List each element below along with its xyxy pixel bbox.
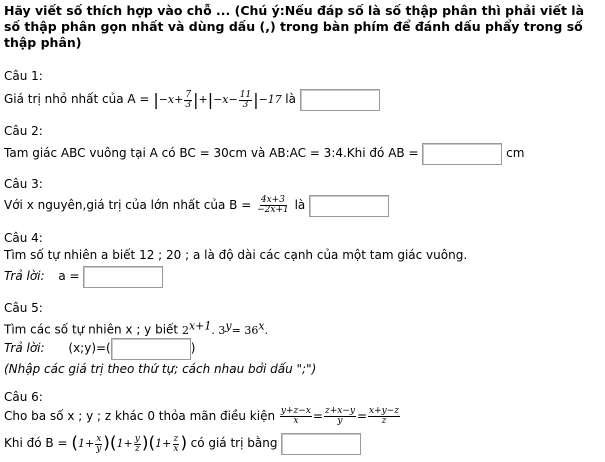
question-6-line-2 bbox=[4, 431, 361, 455]
q6-line2-prefix: Khi đó B = bbox=[4, 436, 68, 450]
q3-fraction: $\frac{4x+3}{-2x+1}$ bbox=[257, 195, 289, 215]
q6-answer-input[interactable] bbox=[281, 433, 361, 455]
q5-close-paren: ) bbox=[190, 341, 196, 355]
q4-answer-label: Trả lời: bbox=[4, 269, 45, 283]
q1-suffix: là bbox=[285, 92, 296, 106]
question-4-answer-row bbox=[4, 265, 163, 287]
question-1-title: Câu 1: bbox=[4, 69, 43, 83]
instruction-text: Hãy viết số thích hợp vào chỗ ... (Chú ý:Nếu đáp số là số thập phân thì phải viết là số thập phân gọn nhất và dùng dấu (,) trong bàn phím để đánh dấu phẩy trong số thập phân) bbox=[4, 3, 585, 50]
q5-answer-input[interactable] bbox=[111, 338, 191, 360]
question-4-title: Câu 4: bbox=[4, 231, 43, 245]
q6-suffix: có giá trị bằng bbox=[190, 436, 278, 450]
q1-answer-input[interactable] bbox=[300, 89, 380, 111]
q2-answer-input[interactable] bbox=[422, 143, 502, 165]
q6-condition: $\frac{y+z-x}{x}$ = $\frac{z+x-y}{y}$ = $\frac{x+y-z}{z}$ bbox=[280, 406, 399, 426]
question-2-line bbox=[4, 141, 524, 165]
q4-answer-input[interactable] bbox=[83, 266, 163, 288]
q4-text: Tìm số tự nhiên a biết 12 ; 20 ; a là độ dài các cạnh của một tam giác vuông. bbox=[4, 248, 468, 262]
question-5-line bbox=[4, 317, 268, 335]
q5-prefix: Tìm các số tự nhiên x ; y biết bbox=[4, 322, 179, 337]
question-2-title: Câu 2: bbox=[4, 124, 43, 138]
question-5-answer-row bbox=[4, 337, 195, 359]
q3-prefix: Với x nguyên,giá trị của lớn nhất của B = bbox=[4, 198, 252, 212]
q5-var-label: (x;y)=( bbox=[68, 341, 111, 355]
question-6-title: Câu 6: bbox=[4, 390, 43, 404]
question-6-line bbox=[4, 404, 401, 428]
q3-answer-input[interactable] bbox=[309, 195, 389, 217]
q6-prefix: Cho ba số x ; y ; z khác 0 thỏa mãn điều kiện bbox=[4, 409, 276, 423]
q1-prefix: Giá trị nhỏ nhất của A = bbox=[4, 92, 150, 106]
q2-unit: cm bbox=[506, 146, 525, 160]
q4-var-label: a = bbox=[58, 269, 80, 283]
q6-expression: (1+ $\frac{x}{y}$ )(1+ $\frac{y}{z}$ )(1+ $\frac{z}{x}$ ) bbox=[71, 433, 188, 454]
q2-text: Tam giác ABC vuông tại A có BC = 30cm và AB:AC = 3:4.Khi đó AB = bbox=[4, 146, 419, 160]
q5-note: (Nhập các giá trị theo thứ tự; cách nhau bởi dấu ";") bbox=[4, 362, 317, 376]
q3-suffix: là bbox=[294, 198, 306, 212]
question-3-title: Câu 3: bbox=[4, 177, 43, 191]
question-5-title: Câu 5: bbox=[4, 301, 43, 315]
question-1-line bbox=[4, 88, 380, 110]
question-3-line bbox=[4, 193, 389, 217]
q1-expression: |−x+ $\frac{7}{3}$ |+|−x− $\frac{11}{3}$ |−17 bbox=[153, 89, 282, 110]
q5-answer-label: Trả lời: bbox=[4, 341, 45, 355]
q5-equation: $2^{x+1}$. $3^y= 36^x$. bbox=[181, 319, 269, 337]
